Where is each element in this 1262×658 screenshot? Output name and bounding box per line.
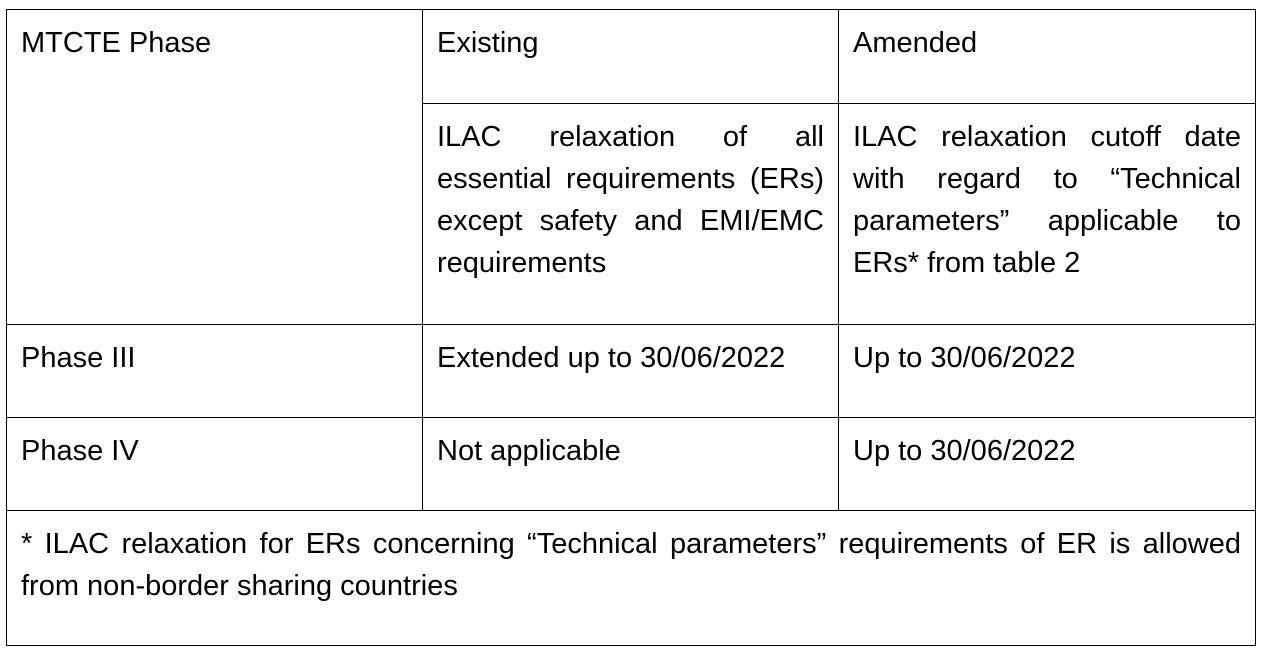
amended-description-cell: ILAC relaxation cutoff date with regard to “Technical parameters” applicable to ERs* from table 2 (839, 104, 1256, 325)
table-row (7, 325, 1256, 418)
existing-cell: Not applicable (423, 418, 839, 511)
amended-cell: Up to 30/06/2022 (839, 325, 1256, 418)
phase-cell: Phase III (7, 325, 423, 418)
header-amended-cell: Amended (839, 10, 1256, 104)
footnote-cell: * ILAC relaxation for ERs concerning “Technical parameters” requirements of ER is allowed from non-border sharing countries (7, 511, 1256, 646)
header-row (7, 10, 1256, 104)
phase-cell: Phase IV (7, 418, 423, 511)
existing-description-cell: ILAC relaxation of all essential requirements (ERs) except safety and EMI/EMC requirements (423, 104, 839, 325)
table-row (7, 418, 1256, 511)
mtcte-phase-table (6, 9, 1256, 646)
header-phase-cell: MTCTE Phase (7, 10, 423, 325)
footnote-row (7, 511, 1256, 646)
amended-cell: Up to 30/06/2022 (839, 418, 1256, 511)
header-existing-cell: Existing (423, 10, 839, 104)
existing-cell: Extended up to 30/06/2022 (423, 325, 839, 418)
